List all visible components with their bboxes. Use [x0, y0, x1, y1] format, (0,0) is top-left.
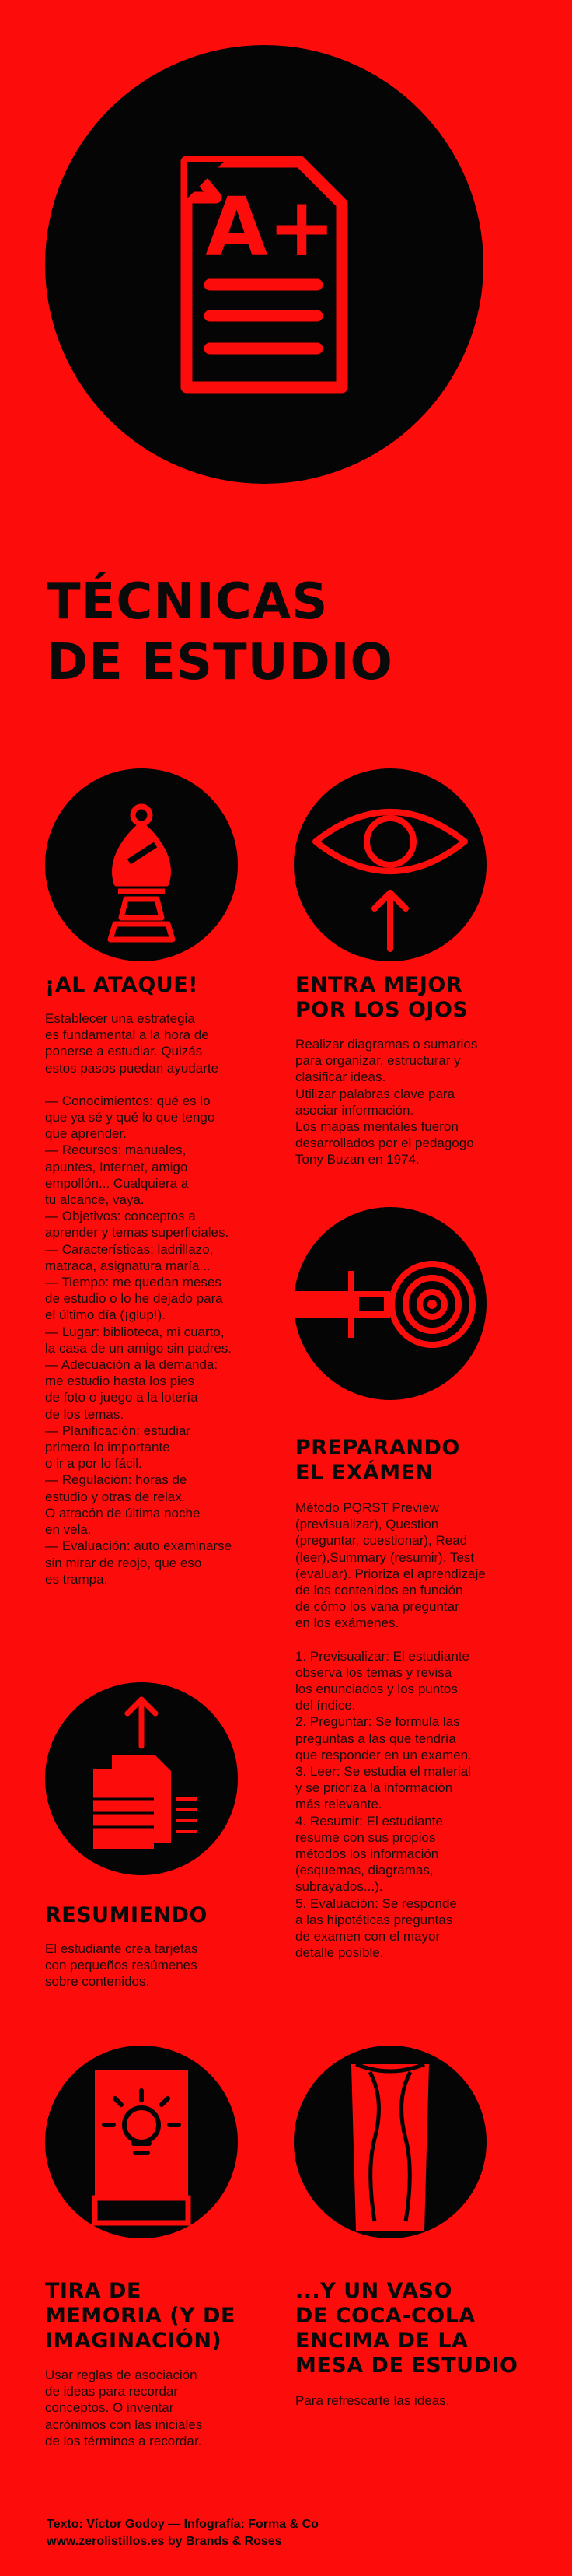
text-line: El estudiante crea tarjetas — [45, 1941, 198, 1956]
text-line: de los contenidos en función — [295, 1583, 463, 1598]
text-line: Utilizar palabras clave para — [295, 1086, 455, 1101]
text-line: primero lo importante — [45, 1440, 170, 1455]
credits-footer — [47, 2516, 319, 2550]
text-line: O atracón de última noche — [45, 1505, 201, 1521]
tira-memoria-heading — [45, 2279, 235, 2354]
text-line: (leer),Summary (resumir), Test — [295, 1549, 475, 1565]
text-line: resume con sus propios — [295, 1829, 436, 1845]
text-line: — Objetivos: conceptos a — [45, 1209, 196, 1224]
document-grade-icon — [45, 45, 483, 484]
text-line: — Características: ladrillazo, — [45, 1241, 214, 1257]
resumiendo-heading — [45, 1903, 208, 1928]
text-line: de foto o juego a la lotería — [45, 1390, 198, 1405]
heading-line: ...Y UN VASO — [295, 2279, 453, 2303]
text-line: observa los temas y revisa — [295, 1664, 452, 1680]
heading-line: ¡AL ATAQUE! — [45, 973, 198, 997]
text-line: estos pasos puedan ayudarte — [45, 1060, 219, 1076]
text-line: — Adecuación a la demanda: — [45, 1357, 218, 1373]
book-circle — [45, 2046, 238, 2238]
text-line: — Planificación: estudiar — [45, 1423, 191, 1438]
text-line: el último día (¡glup!). — [45, 1307, 166, 1323]
text-line: de los términos a recordar. — [45, 2433, 202, 2448]
text-line: Tony Buzan en 1974. — [295, 1152, 420, 1167]
text-line: Método PQRST Preview — [295, 1500, 439, 1515]
eye-arrow-icon — [294, 768, 487, 961]
text-line: sin mirar de reojo, que eso — [45, 1555, 202, 1570]
text-line: Para refrescarte las ideas. — [295, 2393, 450, 2408]
text-line: Usar reglas de asociación — [45, 2368, 197, 2382]
text-line: tu alcance, vaya. — [45, 1192, 145, 1208]
text-line: con pequeños resúmenes — [45, 1958, 197, 1973]
text-line: métodos los información — [295, 1846, 439, 1862]
spacer — [45, 1076, 278, 1093]
grade-text: A+ — [205, 180, 336, 275]
text-line: Realizar diagramas o sumarios — [295, 1037, 478, 1052]
text-line: aprender y temas superficiales. — [45, 1225, 229, 1241]
text-line: de cómo los vana preguntar — [295, 1599, 459, 1615]
text-line: es fundamental a la hora de — [45, 1027, 209, 1043]
heading-line: POR LOS OJOS — [295, 998, 469, 1022]
text-line: empollón... Cualquiera a — [45, 1175, 189, 1191]
text-line: detalle posible. — [295, 1945, 384, 1961]
text-line: ponerse a estudiar. Quizás — [45, 1044, 203, 1059]
entra-mejor-heading — [295, 973, 468, 1023]
text-line: subrayados...). — [295, 1879, 383, 1895]
text-line: a las hipotéticas preguntas — [295, 1912, 453, 1927]
heading-line: ENCIMA DE LA — [295, 2329, 469, 2353]
text-line: conceptos. O inventar — [45, 2400, 174, 2416]
text-line: — Tiempo: me quedan meses — [45, 1275, 221, 1290]
key-lock-icon — [294, 1207, 487, 1400]
resumiendo-body — [45, 1941, 278, 1990]
book-lightbulb-icon — [45, 2046, 238, 2238]
text-line: para organizar, estructurar y — [295, 1053, 461, 1069]
text-line: — Lugar: biblioteca, mi cuarto, — [45, 1324, 225, 1339]
text-line: Los mapas mentales fueron — [295, 1119, 459, 1135]
glass-icon — [294, 2046, 487, 2238]
text-line: 5. Evaluación: Se responde — [295, 1895, 457, 1911]
text-line: que aprender. — [45, 1126, 127, 1142]
text-line: la casa de un amigo sin padres. — [45, 1340, 232, 1356]
text-line: me estudio hasta los pies — [45, 1374, 194, 1389]
text-line: preguntas a las que tendría — [295, 1731, 456, 1746]
text-line: en los exámenes. — [295, 1615, 399, 1631]
text-line: (preguntar, cuestionar), Read — [295, 1533, 468, 1549]
text-line: 1. Previsualizar: El estudiante — [295, 1648, 469, 1664]
text-line: de estudio o lo he dejado para — [45, 1291, 223, 1307]
text-line: es trampa. — [45, 1571, 108, 1587]
text-line: y se prioriza la información — [295, 1780, 453, 1796]
text-line: de ideas para recordar — [45, 2384, 179, 2399]
text-line: 2. Preguntar: Se formula las — [295, 1714, 460, 1730]
text-line: — Conocimientos: qué es lo — [45, 1093, 211, 1108]
al-ataque-body — [45, 1010, 278, 1587]
heading-line: TIRA DE — [45, 2279, 141, 2303]
heading-line: MEMORIA (Y DE — [45, 2304, 235, 2328]
website-line: www.zerolistillos.es by Brands & Roses — [47, 2535, 282, 2548]
credits-line: Texto: Víctor Godoy — Infografía: Forma & Co — [47, 2518, 319, 2531]
text-line: — Recursos: manuales, — [45, 1143, 187, 1158]
al-ataque-heading — [45, 973, 198, 998]
text-line: los enunciados y los puntos — [295, 1682, 458, 1697]
hero-circle — [45, 45, 483, 484]
text-line: en vela. — [45, 1522, 92, 1538]
text-line: sobre contenidos. — [45, 1974, 150, 1990]
text-line: 4. Resumir: El estudiante — [295, 1813, 443, 1829]
heading-line: EL EXÁMEN — [295, 1461, 434, 1485]
text-line: que responder en un examen. — [295, 1747, 472, 1762]
eye-circle — [294, 768, 487, 961]
key-circle — [294, 1207, 487, 1400]
heading-line: ENTRA MEJOR — [295, 973, 463, 997]
heading-line: RESUMIENDO — [45, 1903, 208, 1927]
chess-bishop-icon — [45, 768, 238, 961]
coca-cola-body — [295, 2392, 544, 2409]
text-line: de examen con el mayor — [295, 1929, 441, 1944]
tira-memoria-body — [45, 2367, 278, 2449]
text-line: del índice. — [295, 1698, 356, 1713]
text-line: estudio y otras de relax. — [45, 1489, 186, 1504]
text-line: 3. Leer: Se estudia el material — [295, 1764, 471, 1780]
coca-cola-heading — [295, 2279, 518, 2378]
entra-mejor-body — [295, 1036, 544, 1168]
heading-line: IMAGINACIÓN) — [45, 2329, 222, 2353]
stacked-papers-upload-icon — [45, 1682, 238, 1875]
spacer — [295, 1632, 560, 1648]
papers-circle — [45, 1682, 238, 1875]
title-line-2: DE ESTUDIO — [47, 634, 393, 691]
text-line: matraca, asignatura maría... — [45, 1258, 211, 1273]
heading-line: DE COCA-COLA — [295, 2304, 476, 2328]
text-line: apuntes, Internet, amigo — [45, 1159, 188, 1174]
heading-line: PREPARANDO — [295, 1436, 460, 1460]
text-line: más relevante. — [295, 1797, 382, 1812]
page-title — [47, 572, 393, 693]
glass-circle — [294, 2046, 487, 2238]
text-line: acrónimos con las iniciales — [45, 2417, 203, 2432]
text-line: clasificar ideas. — [295, 1069, 386, 1085]
text-line: o ir a por lo fácil. — [45, 1456, 142, 1472]
text-line: (evaluar). Prioriza el aprendizaje — [295, 1566, 486, 1581]
text-line: — Regulación: horas de — [45, 1472, 187, 1488]
title-line-1: TÉCNICAS — [47, 573, 329, 631]
text-line: (esquemas, diagramas, — [295, 1863, 434, 1878]
preparando-body — [295, 1500, 560, 1961]
preparando-heading — [295, 1436, 460, 1486]
text-line: de los temas. — [45, 1406, 124, 1422]
text-line: asociar información. — [295, 1102, 414, 1118]
text-line: — Evaluación: auto examinarse — [45, 1538, 232, 1554]
heading-line: MESA DE ESTUDIO — [295, 2354, 518, 2378]
chess-circle — [45, 768, 238, 961]
text-line: Establecer una estrategia — [45, 1011, 195, 1026]
text-line: que ya sé y qué lo que tengo — [45, 1110, 215, 1125]
text-line: desarrollados por el pedagogo — [295, 1136, 474, 1151]
text-line: (previsualizar), Question — [295, 1517, 439, 1532]
